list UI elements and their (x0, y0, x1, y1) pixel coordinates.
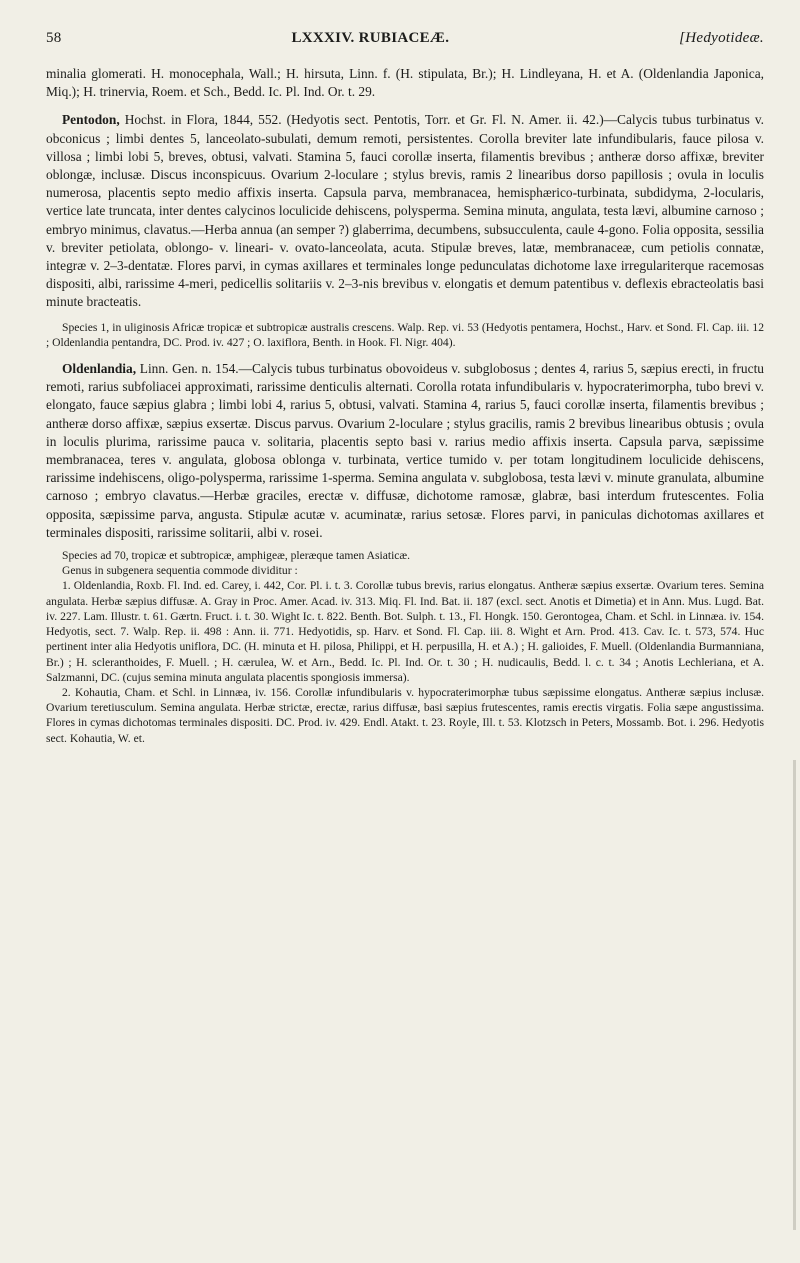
page-header (46, 30, 764, 47)
genus-entry-pentodon (46, 111, 764, 311)
subgenus-kohautia: 2. Kohautia, Cham. et Schl. in Linnæa, iv. 156. Corollæ infundibularis v. hypocraterimorphæ tubus sæpissime elongatus. Antheræ sæpius inclusæ. Ovarium teretiusculum. Semina angulata. Herbæ strictæ, erectæ, rarius diffusæ, basi sæpius frutescentes, ramis erectis virgatis. Folia sæpe angustissima. Flores in cymas dichotomas terminales dispositi. DC. Prod. iv. 429. Endl. Atakt. t. 23. Royle, Ill. t. 53. Klotzsch in Peters, Mossamb. Bot. i. 296. Hedyotis sect. Kohautia, W. et. (46, 685, 764, 745)
subgenus-oldenlandia: 1. Oldenlandia, Roxb. Fl. Ind. ed. Carey, i. 442, Cor. Pl. i. t. 3. Corollæ tubus brevis, rarius elongatus. Antheræ sæpius exsertæ. Ovarium teres. Semina angulata. Herbæ sæpius diffusæ. A. Gray in Proc. Amer. Acad. iv. 313. Miq. Fl. Ind. Bat. ii. 187 (excl. sect. Anotis et Dimetia) et in Ann. Mus. Lugd. Bat. iv. 227. Lam. Illustr. t. 61. Gærtn. Fruct. i. t. 30. Wight Ic. t. 822. Benth. Bot. Sulph. t. 13., Fl. Hongk. 150. Gerontogea, Cham. et Schl. in Linnæa. iv. 154. Hedyotis, sect. 7. Walp. Rep. ii. 498 : Ann. ii. 771. Hedyotidis, sp. Harv. et Sond. Fl. Cap. iii. 8. Wight et Arn. Prod. 413. Cav. Ic. t. 573, 574. Huc pertinent inter alia Hedyotis uniflora, DC. (H. minuta et H. pilosa, Philippi, et H. perpusilla, H. et A.) ; H. galioides, F. Muell. (Oldenlandia Burmanniana, Br.) ; H. scleranthoides, F. Muell. ; H. cærulea, W. et Arn., Bedd. Ic. Pl. Ind. Or. t. 30 ; H. nudicaulis, Bedd. l. c. t. 34 ; Anotis Lechleriana, et A. Salzmanni, DC. (cujus semina minuta angulata placentis spongiosis immersa). (46, 579, 764, 684)
genus-entry-oldenlandia (46, 360, 764, 542)
paragraph-continuation: minalia glomerati. H. monocephala, Wall.; H. hirsuta, Linn. f. (H. stipulata, Br.); H. Lindleyana, H. et A. (Oldenlandia Japonica, Miq.); H. trinervia, Roem. et Sch., Bedd. Ic. Pl. Ind. Or. t. 29. (46, 66, 764, 100)
species-note-oldenlandia: Species ad 70, tropicæ et subtropicæ, amphigeæ, pleræque tamen Asiaticæ. (62, 549, 411, 563)
species-note-pentodon: Species 1, in uliginosis Africæ tropicæ et subtropicæ australis crescens. Walp. Rep. vi. 53 (Hedyotis pentamera, Hochst., Harv. et Sond. Fl. Cap. iii. 12 ; Oldenlandia pentandra, DC. Prod. iv. 427 ; O. laxiflora, Benth. in Hook. Fl. Nigr. 404). (46, 320, 764, 349)
genus-description-pentodon: Hochst. in Flora, 1844, 552. (Hedyotis sect. Pentotis, Torr. et Gr. Fl. N. Amer. ii. 42.)—Calycis tubus turbinatus v. obconicus ; limbi dentes 5, lanceolato-subulati, demum remoti, persistentes. Corolla breviter late infundibularis, fauce pilosa v. villosa ; limbi lobi 5, breves, obtusi, valvati. Stamina 5, fauci corollæ inserta, filamentis brevibus ; antheræ dorso affixæ, breviter oblongæ, inclusæ. Discus inconspicuus. Ovarium 2-loculare ; stylus brevis, ramis 2 linearibus dorso papillosis ; ovula in loculis numerosa, placentis septo medio affixis inserta. Capsula parva, membranacea, hemisphærico-turbinata, subdidyma, 2-locularis, vertice late truncata, inter dentes calycinos loculicide dehiscens, polysperma. Semina minuta, angulata, testa lævi, albumine carnoso ; embryo minimus, clavatus.—Herba annua (an semper ?) glaberrima, decumbens, subsucculenta, caule 4-gono. Folia opposita, sessilia v. breviter petiolata, oblongo- v. lineari- v. ovato-lanceolata, acuta. Stipulæ breves, latæ, membranaceæ, cum petiolis connatæ, integræ v. 2–3-dentatæ. Flores parvi, in cymas axillares et terminales longe pedunculatas dichotome laxe irregulariterque racemosas dispositi, albi, rarissime 4-meri, pedicellis solitariis v. 2–3-nis brevibus v. elongatis et demum patentibus v. deflexis ebracteolatis basi minute bracteatis. (46, 112, 764, 310)
genus-description-oldenlandia: Linn. Gen. n. 154.—Calycis tubus turbinatus obovoideus v. subglobosus ; dentes 4, rarius 5, sæpius erecti, in fructu remoti, rarius subfoliacei approximati, rarissime denticulis alternati. Corolla rotata infundibularis v. hypocraterimorpha, tubo brevi v. elongato, fauce sæpius glabra ; limbi lobi 4, rarius 5, obtusi, valvati. Stamina 4, rarius 5, fauci corollæ inserta, filamentis brevibus ; antheræ dorso affixæ, sæpius exsertæ. Discus parvus. Ovarium 2-loculare ; stylus gracilis, ramis 2 brevibus linearibus obtusis ; ovula in loculis plurima, rarissime pauca v. solitaria, placentis septo basi v. rarius medio affixis inserta. Capsula parva, sæpissime membranacea, teres v. angulata, globosa oblonga v. turbinata, vertice tumido v. per totam longitudinem loculicide dehiscens, rarissime indehiscens, oligo-polysperma, rarissime 1-sperma. Semina angulata v. subglobosa, testa lævi v. minute granulata, albumine carnoso ; embryo clavatus.—Herbæ graciles, erectæ v. diffusæ, dichotome ramosæ, glabræ, basi interdum frutescentes. Folia opposita, sæpissime parva, angusta. Stipulæ acutæ v. acuminatæ, rarius setosæ. Flores parvi, in paniculas dichotomas axillares et terminales dispositi, rarissime solitarii, albi v. rosei. (46, 361, 764, 540)
scan-edge-shadow (793, 760, 796, 1230)
genus-name-oldenlandia: Oldenlandia, (62, 361, 137, 377)
genus-name-pentodon: Pentodon, (62, 112, 120, 128)
chapter-title: LXXXIV. RUBIACEÆ. (291, 30, 450, 46)
subgenera-intro: Genus in subgenera sequentia commode dividitur : (62, 564, 298, 578)
book-page (46, 30, 764, 746)
page-number: 58 (46, 30, 62, 46)
section-title: [Hedyotideæ. (679, 30, 764, 46)
